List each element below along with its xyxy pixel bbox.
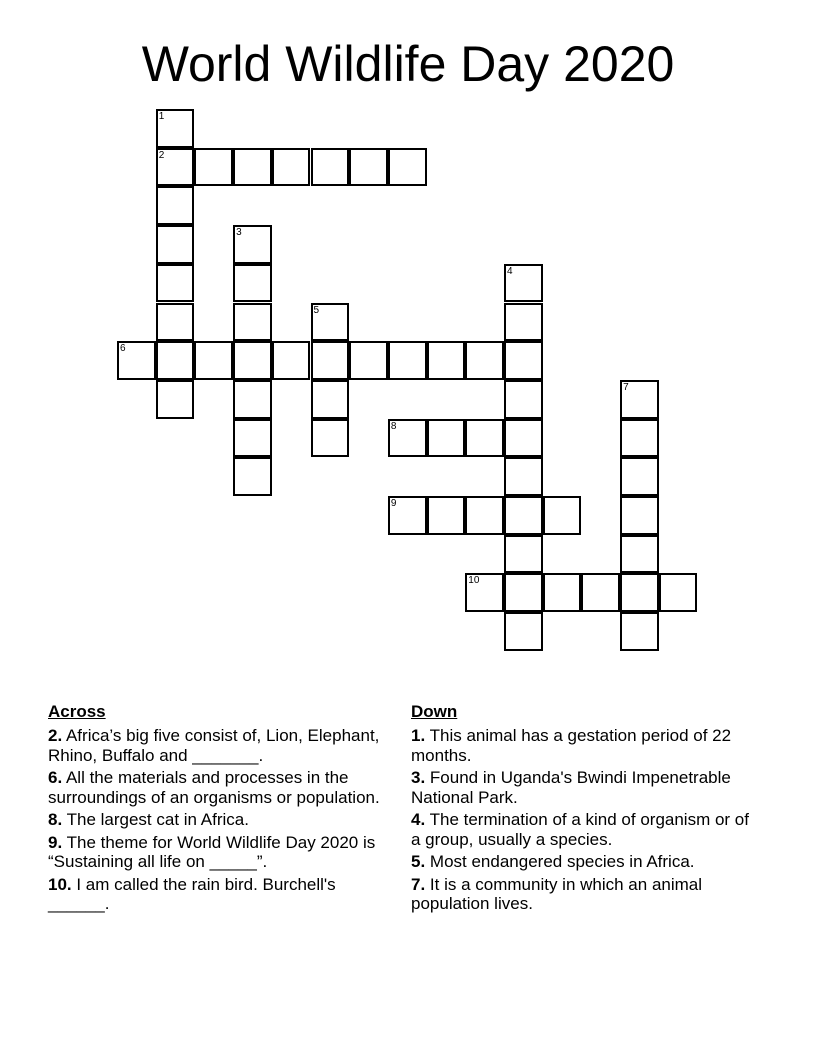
clue-number: 1. [411,726,426,745]
crossword-cell[interactable] [620,457,659,496]
crossword-cell[interactable] [504,380,543,419]
clue-number: 5. [411,852,426,871]
crossword-cell[interactable] [465,573,504,612]
clue-text: Most endangered species in Africa. [425,852,695,871]
clue-across-8 [48,810,398,830]
clue-text: It is a community in which an animal population lives. [411,874,703,913]
crossword-cell[interactable] [543,496,582,535]
crossword-cell[interactable] [311,303,350,342]
crossword-cell[interactable] [156,303,195,342]
clue-text: Found in Uganda's Bwindi Impenetrable National Park. [411,768,731,807]
crossword-cell[interactable] [311,148,350,187]
crossword-cell[interactable] [504,341,543,380]
crossword-cell[interactable] [620,535,659,574]
crossword-cell[interactable] [233,457,272,496]
clue-number-label: 4 [507,265,513,277]
crossword-cell[interactable] [465,341,504,380]
clue-number: 6. [48,768,63,787]
crossword-cell[interactable] [156,186,195,225]
crossword-cell[interactable] [427,419,466,458]
clue-text: The termination of a kind of organism or of a group, usually a species. [411,810,749,849]
clue-number-label: 10 [468,575,480,587]
crossword-cell[interactable] [156,341,195,380]
crossword-cell[interactable] [620,419,659,458]
crossword-cell[interactable] [156,148,195,187]
clue-down-1 [411,726,761,765]
clue-down-5 [411,852,761,872]
clue-text: This animal has a gestation period of 22 months. [411,726,732,765]
clue-text: I am called the rain bird. Burchell's ______. [48,874,336,913]
crossword-cell[interactable] [388,148,427,187]
down-clues [411,702,761,917]
crossword-cell[interactable] [504,573,543,612]
crossword-cell[interactable] [504,303,543,342]
crossword-cell[interactable] [311,380,350,419]
crossword-cell[interactable] [233,148,272,187]
crossword-cell[interactable] [349,148,388,187]
clue-number-label: 3 [236,227,242,239]
clue-number-label: 8 [390,420,397,432]
crossword-cell[interactable] [117,341,156,380]
clue-down-3 [411,768,761,807]
crossword-cell[interactable] [620,612,659,651]
crossword-cell[interactable] [233,341,272,380]
crossword-cell[interactable] [504,496,543,535]
crossword-cell[interactable] [504,612,543,651]
clue-number: 8. [48,810,63,829]
crossword-cell[interactable] [504,457,543,496]
clue-text: The largest cat in Africa. [62,810,249,829]
clue-across-2 [48,726,398,765]
clue-number: 9. [48,832,63,852]
clue-number: 2. [48,726,63,745]
clue-across-9 [48,833,398,872]
clue-number: 10. [48,874,72,894]
clue-number-label: 9 [390,498,397,509]
clue-number: 7. [411,874,426,894]
clue-across-6 [48,768,398,807]
clue-across-10 [48,875,398,914]
crossword-cell[interactable] [156,225,195,264]
crossword-cell[interactable] [311,341,350,380]
crossword-cell[interactable] [233,264,272,303]
crossword-cell[interactable] [388,341,427,380]
clue-down-4 [411,810,761,849]
crossword-cell[interactable] [311,419,350,458]
crossword-cell[interactable] [581,573,620,612]
crossword-cell[interactable] [349,341,388,380]
across-heading: Across [48,702,106,721]
clue-text: Africa’s big five consist of, Lion, Elephant, Rhino, Buffalo and _______. [48,726,380,765]
crossword-cell[interactable] [233,303,272,342]
crossword-cell[interactable] [543,573,582,612]
clue-number: 3. [411,768,426,787]
clue-down-7 [411,875,761,914]
crossword-cell[interactable] [659,573,698,612]
clue-text: All the materials and processes in the surroundings of an organisms or population. [48,768,380,807]
crossword-cell[interactable] [465,496,504,535]
crossword-cell[interactable] [427,341,466,380]
crossword-cell[interactable] [620,380,659,419]
crossword-cell[interactable] [272,341,311,380]
crossword-cell[interactable] [504,535,543,574]
clue-number-label: 1 [158,111,165,122]
crossword-cell[interactable] [388,496,427,535]
crossword-cell[interactable] [156,109,195,148]
crossword-cell[interactable] [233,225,272,264]
crossword-cell[interactable] [233,419,272,458]
crossword-cell[interactable] [194,148,233,187]
crossword-cell[interactable] [233,380,272,419]
clue-number: 4. [411,810,426,829]
crossword-cell[interactable] [272,148,311,187]
crossword-cell[interactable] [194,341,233,380]
crossword-cell[interactable] [465,419,504,458]
across-clues [48,702,398,917]
clue-number-label: 5 [313,304,320,316]
clue-number-label: 2 [158,149,165,161]
crossword-cell[interactable] [504,419,543,458]
crossword-cell[interactable] [504,264,543,303]
clue-number-label: 6 [120,343,126,355]
crossword-cell[interactable] [156,264,195,303]
crossword-cell[interactable] [156,380,195,419]
crossword-cell[interactable] [620,496,659,535]
clue-text: The theme for World Wildlife Day 2020 is “Sustaining all life on _____”. [48,832,376,871]
clue-number-label: 7 [623,381,629,393]
down-heading: Down [411,702,458,721]
crossword-cell[interactable] [427,496,466,535]
crossword-cell[interactable] [388,419,427,458]
crossword-cell[interactable] [620,573,659,612]
page-title: World Wildlife Day 2020 [141,36,675,92]
